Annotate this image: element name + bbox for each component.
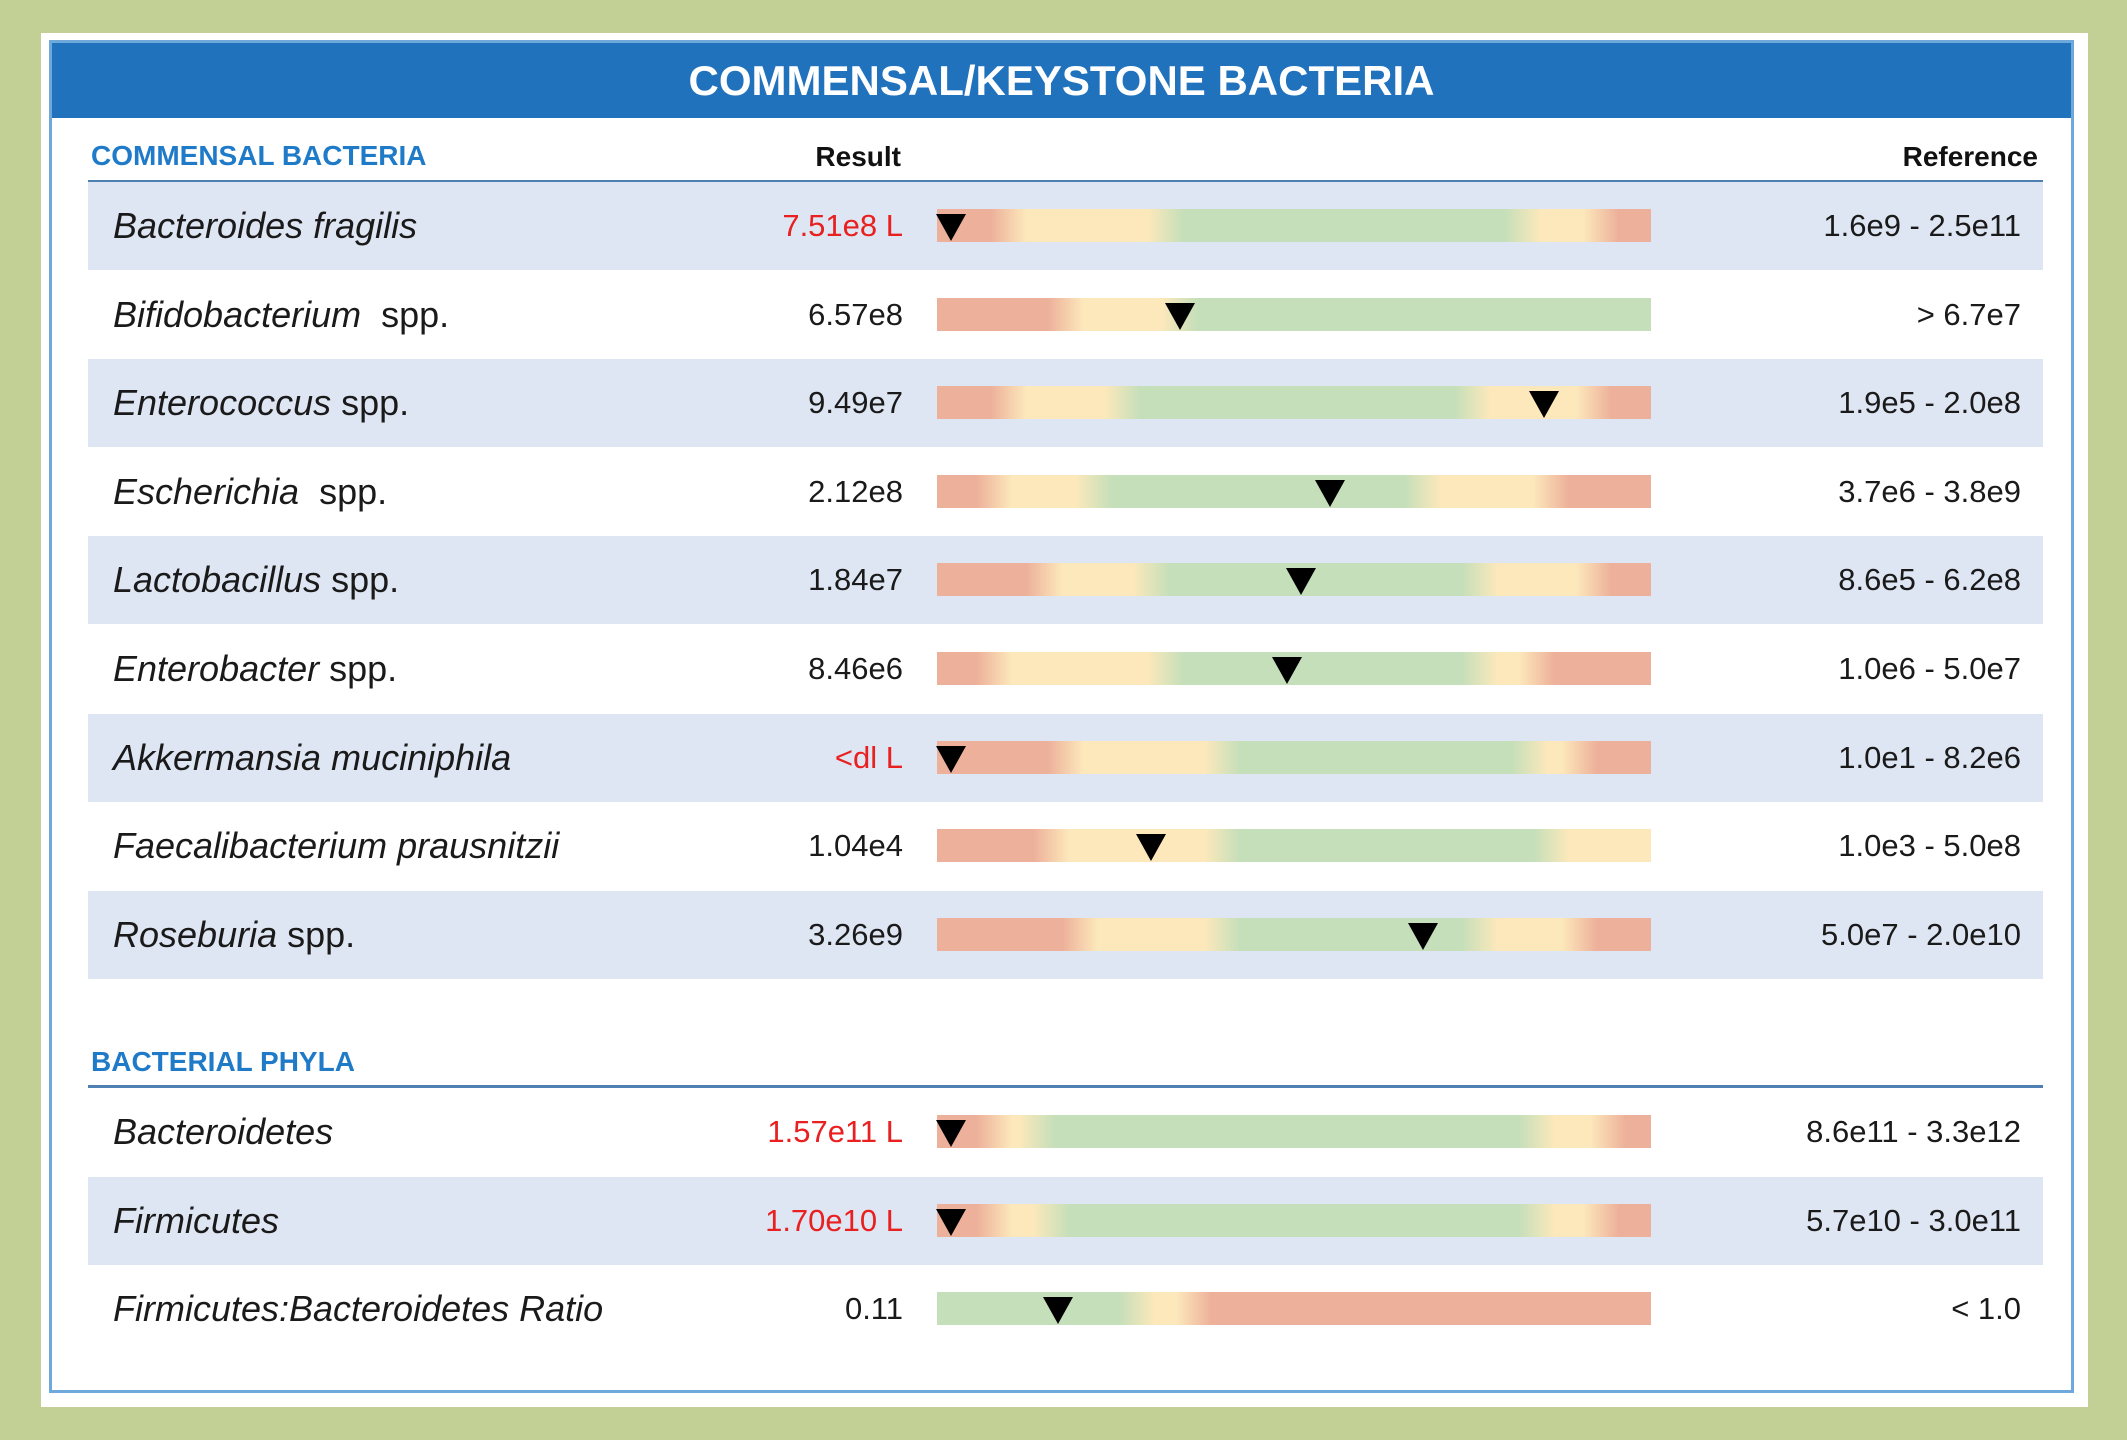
reference-range: 1.0e3 - 5.0e8 [1838, 828, 2021, 864]
result-value: 1.04e4 [808, 828, 903, 864]
bacteria-name-suffix: spp. [361, 293, 450, 335]
result-value: 2.12e8 [808, 473, 903, 509]
table-row [88, 182, 2043, 270]
bacteria-name-italic: Lactobacillus [113, 559, 322, 601]
result-value: 8.46e6 [808, 651, 903, 686]
result-marker-icon [936, 746, 966, 773]
range-bar [937, 298, 1651, 331]
range-bar [937, 741, 1651, 774]
range-bar [937, 918, 1651, 951]
bacteria-name [113, 1177, 279, 1265]
result-value: <dl L [834, 739, 903, 775]
bacteria-name-italic: Bifidobacterium [113, 293, 362, 335]
bacteria-name-italic: Firmicutes [113, 1199, 280, 1241]
reference-range: 1.0e1 - 8.2e6 [1838, 739, 2021, 775]
bacteria-name-suffix: spp. [331, 382, 410, 424]
result-marker-icon [1165, 303, 1195, 330]
table-row [88, 359, 2043, 447]
reference-range: 1.0e6 - 5.0e7 [1838, 651, 2021, 686]
bacteria-name [113, 1088, 333, 1176]
bacteria-name-suffix: spp. [299, 470, 388, 512]
report-title: COMMENSAL/KEYSTONE BACTERIA [52, 43, 2071, 118]
result-value: 6.57e8 [808, 296, 903, 332]
range-bar [937, 475, 1651, 508]
table-row [88, 271, 2043, 359]
bacteria-name-italic: Akkermansia muciniphila [113, 736, 512, 778]
table-row [88, 802, 2043, 890]
result-marker-icon [936, 1120, 966, 1147]
range-bar [937, 209, 1651, 242]
report-panel [49, 40, 2074, 1393]
range-bar [937, 829, 1651, 862]
bacteria-name-italic: Enterococcus [113, 382, 332, 424]
bacteria-name [113, 891, 355, 979]
bacteria-name-italic: Bacteroidetes [113, 1111, 334, 1152]
bacteria-name [113, 802, 559, 890]
reference-range: 1.9e5 - 2.0e8 [1838, 385, 2021, 421]
reference-range: 1.6e9 - 2.5e11 [1823, 208, 2021, 243]
table-row [88, 714, 2043, 802]
result-marker-icon [1408, 923, 1438, 950]
result-marker-icon [1529, 391, 1559, 418]
reference-range: 8.6e5 - 6.2e8 [1838, 562, 2021, 598]
result-value: 3.26e9 [808, 916, 903, 952]
result-value: 0.11 [844, 1291, 903, 1327]
bacteria-name [113, 448, 387, 536]
reference-column-header: Reference [1902, 141, 2038, 172]
bacteria-name-suffix: spp. [321, 559, 400, 601]
reference-range: 8.6e11 - 3.3e12 [1806, 1114, 2021, 1149]
bacteria-name [113, 1265, 603, 1353]
bacteria-name [113, 271, 449, 359]
bacteria-name [113, 359, 409, 447]
range-bar [937, 1204, 1651, 1237]
result-marker-icon [1136, 834, 1166, 861]
result-value: 9.49e7 [808, 385, 903, 421]
reference-range: 5.7e10 - 3.0e11 [1806, 1202, 2021, 1238]
result-value: 7.51e8 L [782, 208, 903, 243]
result-value: 1.57e11 L [767, 1114, 903, 1149]
bacteria-name-italic: Bacteroides fragilis [113, 205, 418, 246]
reference-range: 5.0e7 - 2.0e10 [1821, 916, 2021, 952]
result-column-header: Result [815, 141, 901, 172]
result-marker-icon [936, 214, 966, 241]
range-bar [937, 1115, 1651, 1148]
table-row [88, 536, 2043, 624]
result-marker-icon [1315, 480, 1345, 507]
bacteria-name [113, 625, 397, 713]
reference-range: 3.7e6 - 3.8e9 [1838, 473, 2021, 509]
table-row [88, 1177, 2043, 1265]
table-row [88, 448, 2043, 536]
result-marker-icon [1286, 568, 1316, 595]
range-bar [937, 652, 1651, 685]
table-row [88, 1088, 2043, 1176]
result-value: 1.70e10 L [765, 1202, 903, 1238]
section-title-commensal: COMMENSAL BACTERIA [91, 140, 427, 171]
bacteria-name-suffix: spp. [277, 913, 356, 955]
reference-range: > 6.7e7 [1916, 296, 2021, 332]
bacteria-name-italic: Faecalibacterium prausnitzii [113, 825, 560, 867]
bacteria-name-italic: Roseburia [113, 913, 278, 955]
bacteria-name-italic: Firmicutes:Bacteroidetes Ratio [113, 1288, 604, 1330]
report-card [41, 33, 2088, 1407]
bacteria-name-italic: Escherichia [113, 470, 300, 512]
bacteria-name-suffix: spp. [319, 648, 398, 689]
table-row [88, 1265, 2043, 1353]
result-marker-icon [1272, 657, 1302, 684]
result-marker-icon [936, 1209, 966, 1236]
bacteria-name [113, 536, 399, 624]
reference-range: < 1.0 [1951, 1291, 2021, 1327]
section-title-phyla: BACTERIAL PHYLA [91, 1046, 355, 1077]
bacteria-name [113, 182, 417, 270]
result-marker-icon [1043, 1297, 1073, 1324]
bacteria-name [113, 714, 511, 802]
range-bar [937, 1292, 1651, 1325]
bacteria-name-italic: Enterobacter [113, 648, 320, 689]
table-row [88, 891, 2043, 979]
result-value: 1.84e7 [808, 562, 903, 598]
table-row [88, 625, 2043, 713]
range-bar [937, 386, 1651, 419]
range-bar [937, 563, 1651, 596]
